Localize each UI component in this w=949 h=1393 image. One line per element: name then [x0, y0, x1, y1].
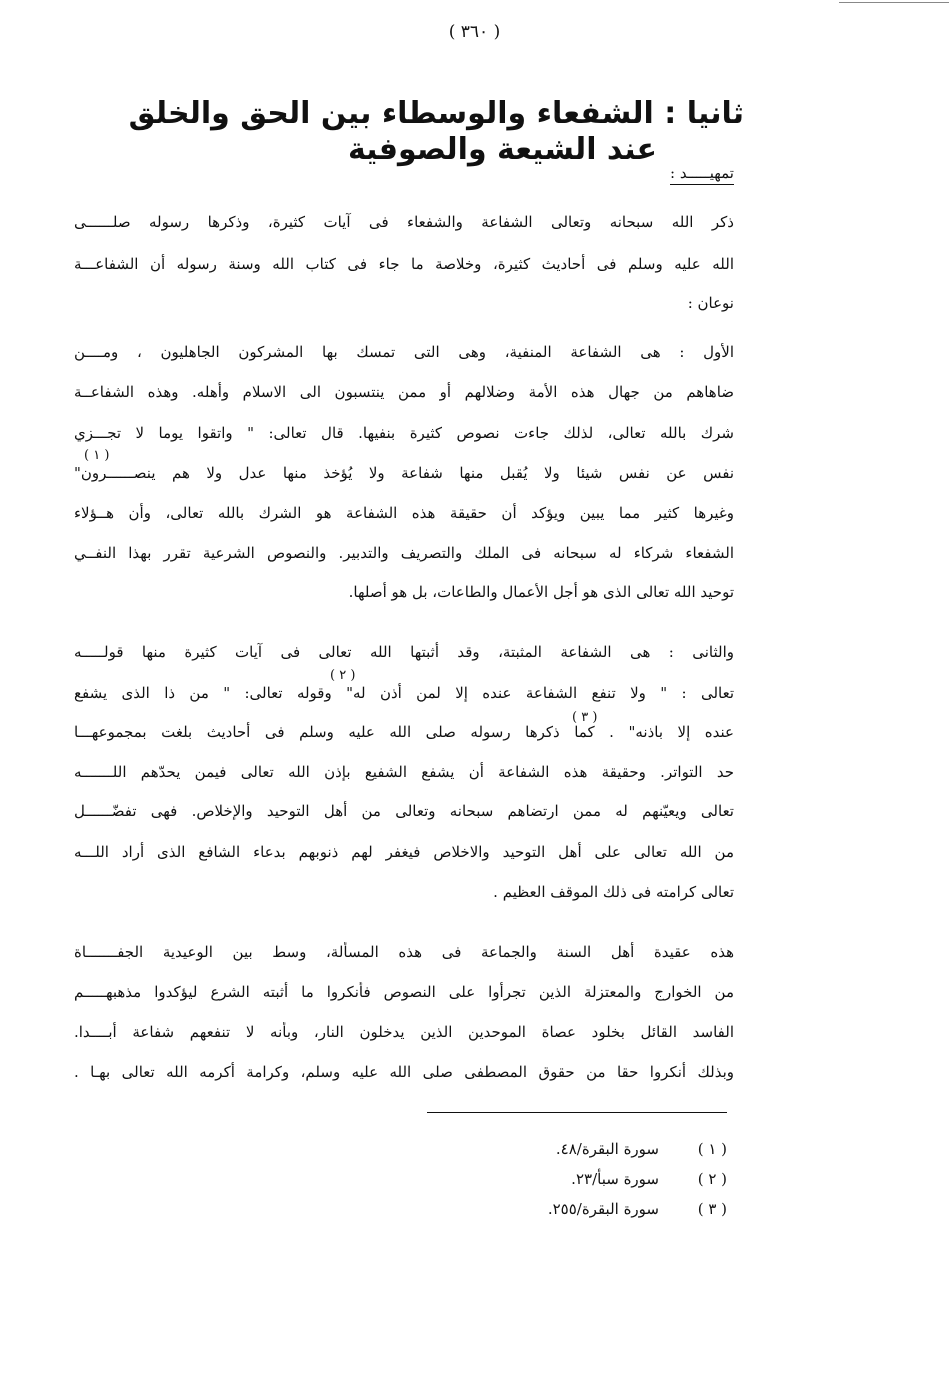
text-line: تعالى : " ولا تنفع الشفاعة عنده إلا لمن أذن له" وقوله تعالى: " من ذا الذى يشفع: [74, 684, 734, 702]
text-line: وغيرها كثير مما يبين ويؤكد أن حقيقة هذه الشفاعة هو الشرك بالله تعالى، وأن هــؤلاء: [74, 504, 734, 522]
text-line: وبذلك أنكروا حقا من حقوق المصطفى صلى الله عليه وسلم، وكرامة أكرمه الله تعالى بهـا .: [74, 1063, 734, 1081]
footnote-ref-3: ( ٣ ): [572, 710, 598, 725]
text-line: ذكر الله سبحانه وتعالى الشفاعة والشفعاء فى آيات كثيرة، وذكرها رسوله صلــــــى: [74, 213, 734, 231]
text-line: الفاسد القائل بخلود عصاة الموحدين الذين يدخلون النار، وبأنه لا تنفعهم شفاعة أبــــدا.: [74, 1023, 734, 1041]
footnote-number-1: ( ١ ): [697, 1140, 727, 1158]
text-line: تعالى كرامته فى ذلك الموقف العظيم .: [493, 883, 734, 901]
footnote-ref-2: ( ٢ ): [330, 668, 356, 683]
footnote-separator: [427, 1112, 727, 1113]
footnote-ref-1: ( ١ ): [84, 448, 110, 463]
text-line: نفس عن نفس شيئا ولا يُقبل منها شفاعة ولا يُؤخذ منها عدل ولا هم ينصــــــرون": [74, 464, 734, 482]
text-line: تعالى ويعيّنهم له ممن ارتضاهم سبحانه وتعالى من أهل التوحيد والإخلاص. فهى تفضّــــــل: [74, 802, 734, 820]
text-line: من الله تعالى على أهل التوحيد والاخلاص فيغفر لهم ذنوبهم بدعاء الشافع الذى أراد اللـــه: [74, 843, 734, 861]
footnote-text-3: سورة البقرة/٢٥٥.: [547, 1200, 659, 1218]
text-line: ضاهاهم من جهال هذه الأمة وضلالهم أو ممن ينتسبون الى الاسلام وأهله. وهذه الشفاعــة: [74, 383, 734, 401]
text-line: نوعان :: [687, 294, 734, 312]
title-line-1: ثانيا : الشفعاء والوسطاء بين الحق والخلق: [128, 96, 744, 131]
text-line: حد التواتر. وحقيقة هذه الشفاعة أن يشفع الشفيع بإذن الله تعالى فيمن يحدّهم اللـــــــه: [74, 763, 734, 781]
text-line: توحيد الله تعالى الذى هو أجل الأعمال والطاعات، بل هو أصلها.: [348, 583, 734, 601]
text-line: من الخوارج والمعتزلة الذين تجرأوا على النصوص فأنكروا ما أثبته الشرع ليؤكدوا مذهبهـــــم: [74, 983, 734, 1001]
footnote-text-1: سورة البقرة/٤٨.: [555, 1140, 659, 1158]
text-line: شرك بالله تعالى، لذلك جاءت نصوص كثيرة بنفيها. قال تعالى: " واتقوا يوما لا تجـــزي: [74, 424, 734, 442]
text-line: الأول : هى الشفاعة المنفية، وهى التى تمسك بها المشركون الجاهليون ، ومــــن: [74, 343, 734, 361]
footnote-text-2: سورة سبأ/٢٣.: [571, 1170, 659, 1188]
intro-heading: تمهيـــــد :: [670, 164, 734, 185]
page-number: ( ٣٦٠ ): [448, 22, 501, 42]
footnote-number-2: ( ٢ ): [697, 1170, 727, 1188]
footnote-number-3: ( ٣ ): [697, 1200, 727, 1218]
text-line: الله عليه وسلم فى أحاديث كثيرة، وخلاصة ما جاء فى كتاب الله وسنة رسوله أن الشفاعـــة: [74, 255, 734, 273]
text-line: عنده إلا باذنه" . كما ذكرها رسوله صلى الله عليه وسلم فى أحاديث بلغت بمجموعهـــا: [74, 723, 734, 741]
text-line: الشفعاء شركاء له سبحانه فى الملك والتصريف والتدبير. والنصوص الشرعية تقرر بهذا النفــي: [74, 544, 734, 562]
title-line-2: عند الشيعة والصوفية: [347, 132, 657, 167]
text-line: والثانى : هى الشفاعة المثبتة، وقد أثبتها الله تعالى فى آيات كثيرة منها قولـــــه: [74, 643, 734, 661]
text-line: هذه عقيدة أهل السنة والجماعة فى هذه المسألة، وسط بين الوعيدية الجفـــــــاة: [74, 943, 734, 961]
